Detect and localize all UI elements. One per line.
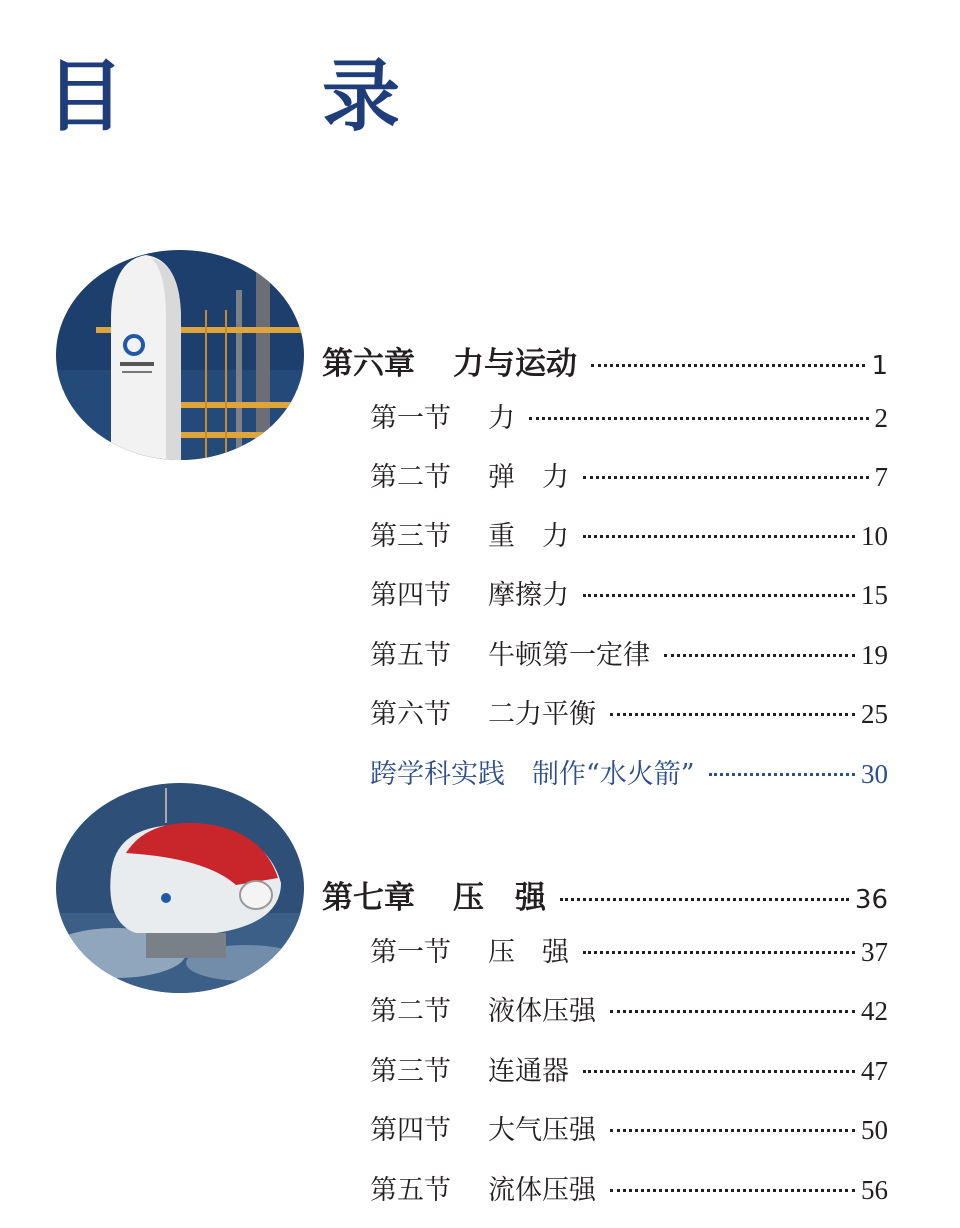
dot-leader bbox=[583, 535, 855, 538]
toc-entry[interactable] bbox=[370, 1168, 888, 1207]
chapter-page-number: 1 bbox=[871, 351, 888, 381]
chapter-heading[interactable] bbox=[322, 872, 888, 917]
practice-page-number: 30 bbox=[861, 759, 888, 789]
section-title: 压 强 bbox=[488, 937, 569, 968]
dot-leader bbox=[610, 1010, 855, 1013]
section-title: 液体压强 bbox=[488, 996, 596, 1027]
section-page-number: 56 bbox=[861, 1175, 888, 1205]
dot-leader bbox=[610, 713, 855, 716]
section-title: 连通器 bbox=[488, 1056, 569, 1087]
dot-leader bbox=[591, 364, 865, 367]
dot-leader bbox=[610, 1129, 855, 1132]
chapter-heading[interactable] bbox=[322, 338, 888, 383]
chapter-number: 第六章 bbox=[322, 346, 415, 382]
section-page-number: 50 bbox=[861, 1115, 888, 1145]
toc-entry[interactable] bbox=[370, 455, 888, 494]
rocket-launch-photo bbox=[56, 250, 304, 460]
section-page-number: 7 bbox=[874, 462, 888, 492]
section-title: 力 bbox=[488, 403, 515, 434]
section-title: 摩擦力 bbox=[488, 580, 569, 611]
section-number: 第二节 bbox=[370, 996, 451, 1027]
toc-entry[interactable] bbox=[370, 396, 888, 435]
section-title: 二力平衡 bbox=[488, 699, 596, 730]
toc-entry[interactable] bbox=[370, 633, 888, 672]
section-number: 第三节 bbox=[370, 521, 451, 552]
section-page-number: 47 bbox=[861, 1056, 888, 1086]
dot-leader bbox=[583, 1070, 855, 1073]
practice-title: 跨学科实践 制作“水火箭” bbox=[370, 759, 695, 790]
toc-entry[interactable] bbox=[370, 1049, 888, 1088]
toc-entry[interactable] bbox=[370, 989, 888, 1028]
section-number: 第四节 bbox=[370, 1115, 451, 1146]
dot-leader bbox=[709, 773, 855, 776]
section-page-number: 25 bbox=[861, 699, 888, 729]
toc-entry[interactable] bbox=[370, 930, 888, 969]
section-page-number: 2 bbox=[874, 403, 888, 433]
chapter-page-number: 36 bbox=[854, 885, 888, 915]
toc-entry[interactable] bbox=[370, 692, 888, 731]
page-title: 目 录 bbox=[46, 52, 461, 142]
chapter-title: 力与运动 bbox=[453, 346, 577, 382]
section-title: 大气压强 bbox=[488, 1115, 596, 1146]
section-number: 第五节 bbox=[370, 640, 451, 671]
toc-entry[interactable] bbox=[370, 573, 888, 612]
section-title: 重 力 bbox=[488, 521, 569, 552]
section-title: 流体压强 bbox=[488, 1175, 596, 1206]
section-number: 第二节 bbox=[370, 462, 451, 493]
section-number: 第三节 bbox=[370, 1056, 451, 1087]
chapter-number: 第七章 bbox=[322, 880, 415, 916]
dot-leader bbox=[583, 476, 869, 479]
dot-leader bbox=[583, 594, 855, 597]
section-title: 弹 力 bbox=[488, 462, 569, 493]
section-number: 第六节 bbox=[370, 699, 451, 730]
dot-leader bbox=[583, 951, 855, 954]
dot-leader bbox=[610, 1189, 855, 1192]
toc-entry[interactable] bbox=[370, 1108, 888, 1147]
section-number: 第五节 bbox=[370, 1175, 451, 1206]
section-number: 第一节 bbox=[370, 937, 451, 968]
chapter-title: 压 强 bbox=[453, 880, 546, 916]
section-page-number: 15 bbox=[861, 580, 888, 610]
section-title: 牛顿第一定律 bbox=[488, 640, 650, 671]
section-number: 第一节 bbox=[370, 403, 451, 434]
section-number: 第四节 bbox=[370, 580, 451, 611]
submersible-photo bbox=[56, 783, 304, 993]
dot-leader bbox=[560, 898, 849, 901]
dot-leader bbox=[529, 417, 869, 420]
dot-leader bbox=[664, 654, 855, 657]
section-page-number: 10 bbox=[861, 521, 888, 551]
toc-entry-practice[interactable] bbox=[370, 752, 888, 791]
section-page-number: 19 bbox=[861, 640, 888, 670]
toc-entry[interactable] bbox=[370, 514, 888, 553]
section-page-number: 42 bbox=[861, 996, 888, 1026]
section-page-number: 37 bbox=[861, 937, 888, 967]
